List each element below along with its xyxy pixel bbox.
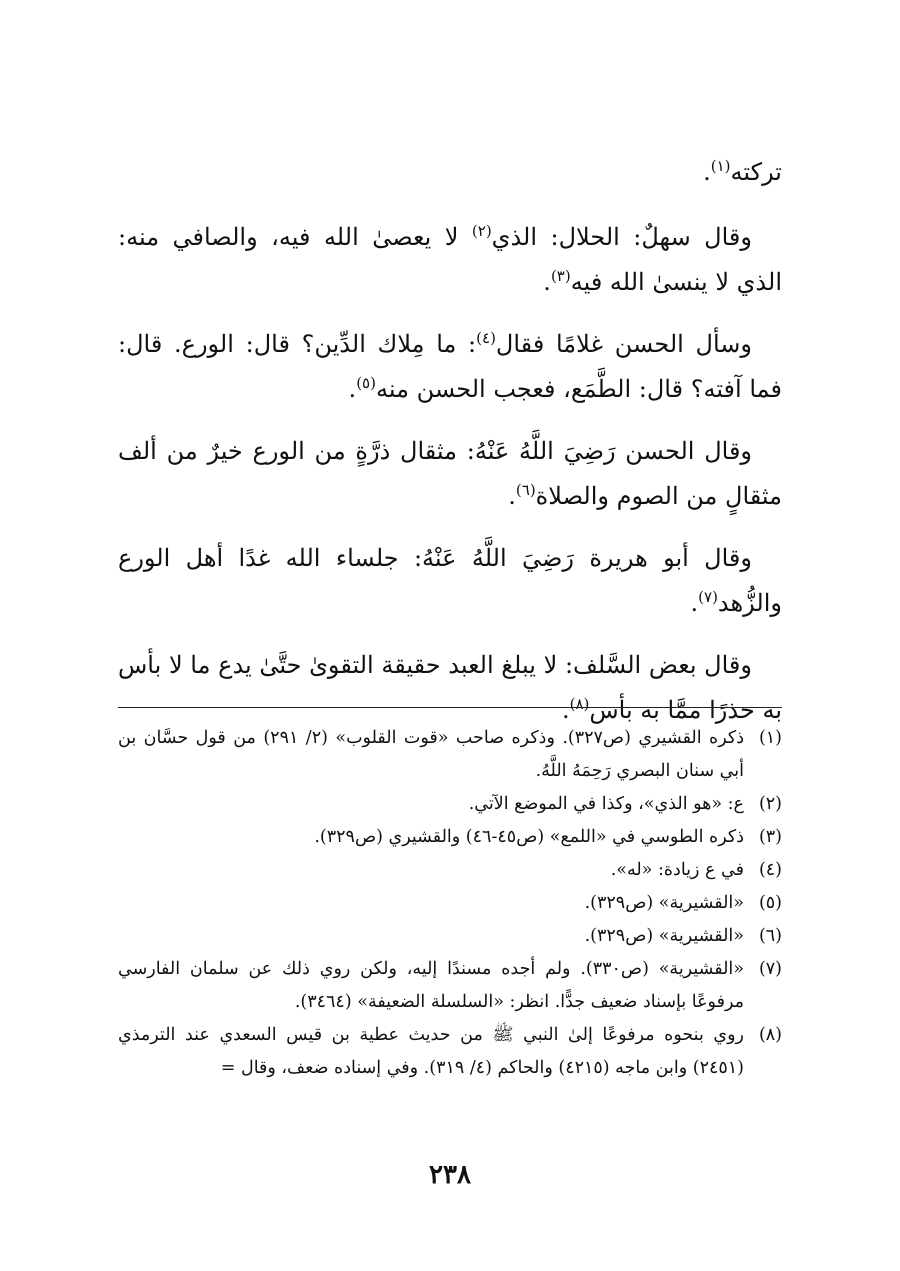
paragraph-text: . [508, 482, 516, 510]
footnote-text: روي بنحوه مرفوعًا إلىٰ النبي ﷺ من حديث عطية بن قيس السعدي عند الترمذي (٢٤٥١) وابن ماجه (٤٢١٥) والحاكم (٤/ ٣١٩). وفي إسناده ضعف، وقال = [118, 1025, 744, 1078]
main-text [118, 150, 782, 750]
paragraph-text: لا يعصىٰ الله فيه، والصافي منه: الذي لا ينسىٰ الله فيه [118, 223, 782, 296]
paragraph-text: وقال سهلٌ: الحلال: الذي [491, 223, 752, 251]
paragraph-text: وقال الحسن رَضِيَ اللَّهُ عَنْهُ: مثقال ذرَّةٍ من الورع خيرٌ من ألف مثقالٍ من الصوم والصلاة [118, 437, 782, 510]
footnote-text: ذكره القشيري (ص٣٢٧). وذكره صاحب «قوت القلوب» (٢/ ٢٩١) من قول حسَّان بن أبي سنان البصري رَحِمَهُ اللَّهُ. [118, 728, 745, 781]
paragraph-1 [118, 150, 782, 195]
footnotes [118, 722, 782, 1085]
footnote-number: (١) [758, 728, 782, 748]
footnote-item [118, 788, 782, 821]
footnote-ref: (٦) [515, 481, 536, 499]
paragraph-text: . [690, 589, 699, 617]
paragraph-2 [118, 215, 782, 305]
footnote-number: (٦) [758, 926, 782, 946]
paragraph-5 [118, 536, 782, 626]
footnote-ref: (٨) [569, 695, 590, 713]
paragraph-text: وقال أبو هريرة رَضِيَ اللَّهُ عَنْهُ: جلساء الله غدًا أهل الورع والزُّهد [118, 544, 782, 617]
paragraph-text: وسأل الحسن غلامًا فقال [495, 330, 752, 358]
footnote-divider [118, 707, 782, 708]
footnote-text: ع: «هو الذي»، وكذا في الموضع الآتي. [468, 794, 744, 814]
footnote-number: (٤) [758, 860, 782, 880]
footnote-number: (٥) [758, 893, 782, 913]
footnote-text: «القشيرية» (ص٣٢٩). [584, 926, 744, 946]
footnote-item [118, 722, 782, 788]
footnote-item [118, 1019, 782, 1085]
footnote-ref: (٤) [476, 329, 496, 347]
footnote-item [118, 854, 782, 887]
footnote-ref: (٥) [356, 374, 376, 392]
footnote-number: (٣) [758, 827, 782, 847]
paragraph-text: . [703, 158, 711, 186]
footnote-text: في ع زيادة: «له». [610, 860, 744, 880]
footnote-number: (٢) [758, 794, 782, 814]
footnote-ref: (٢) [471, 222, 492, 240]
paragraph-text: . [543, 268, 551, 296]
footnote-number: (٨) [758, 1025, 782, 1045]
paragraph-text: وقال بعض السَّلف: لا يبلغ العبد حقيقة التقوىٰ حتَّىٰ يدع ما لا بأس به حذرًا ممَّا به بأس [118, 651, 782, 724]
footnote-ref: (٣) [550, 267, 571, 285]
footnote-item [118, 821, 782, 854]
footnote-number: (٧) [758, 959, 782, 979]
footnote-text: «القشيرية» (ص٣٢٩). [584, 893, 744, 913]
paragraph-text: تركته [730, 158, 782, 186]
paragraph-text: . [561, 696, 570, 724]
footnote-item [118, 953, 782, 1019]
page-number: ٢٣٨ [429, 1160, 471, 1190]
paragraph-6 [118, 643, 782, 733]
footnote-item [118, 887, 782, 920]
footnote-item [118, 920, 782, 953]
footnote-text: «القشيرية» (ص٣٣٠). ولم أجده مسندًا إليه، ولكن روي ذلك عن سلمان الفارسي مرفوعًا بإسناد ضعيف جدًّا. انظر: «السلسلة الضعيفة» (٣٤٦٤). [118, 959, 744, 1012]
footnote-ref: (٧) [698, 588, 718, 606]
footnote-ref: (١) [710, 157, 731, 175]
paragraph-4 [118, 429, 782, 519]
paragraph-text: : ما مِلاك الدِّين؟ قال: الورع. قال: فما آفته؟ قال: الطَّمَع، فعجب الحسن منه [118, 330, 782, 403]
footnote-text: ذكره الطوسي في «اللمع» (ص٤٥-٤٦) والقشيري (ص٣٢٩). [314, 827, 744, 847]
paragraph-3 [118, 322, 782, 412]
paragraph-text: . [348, 375, 357, 403]
